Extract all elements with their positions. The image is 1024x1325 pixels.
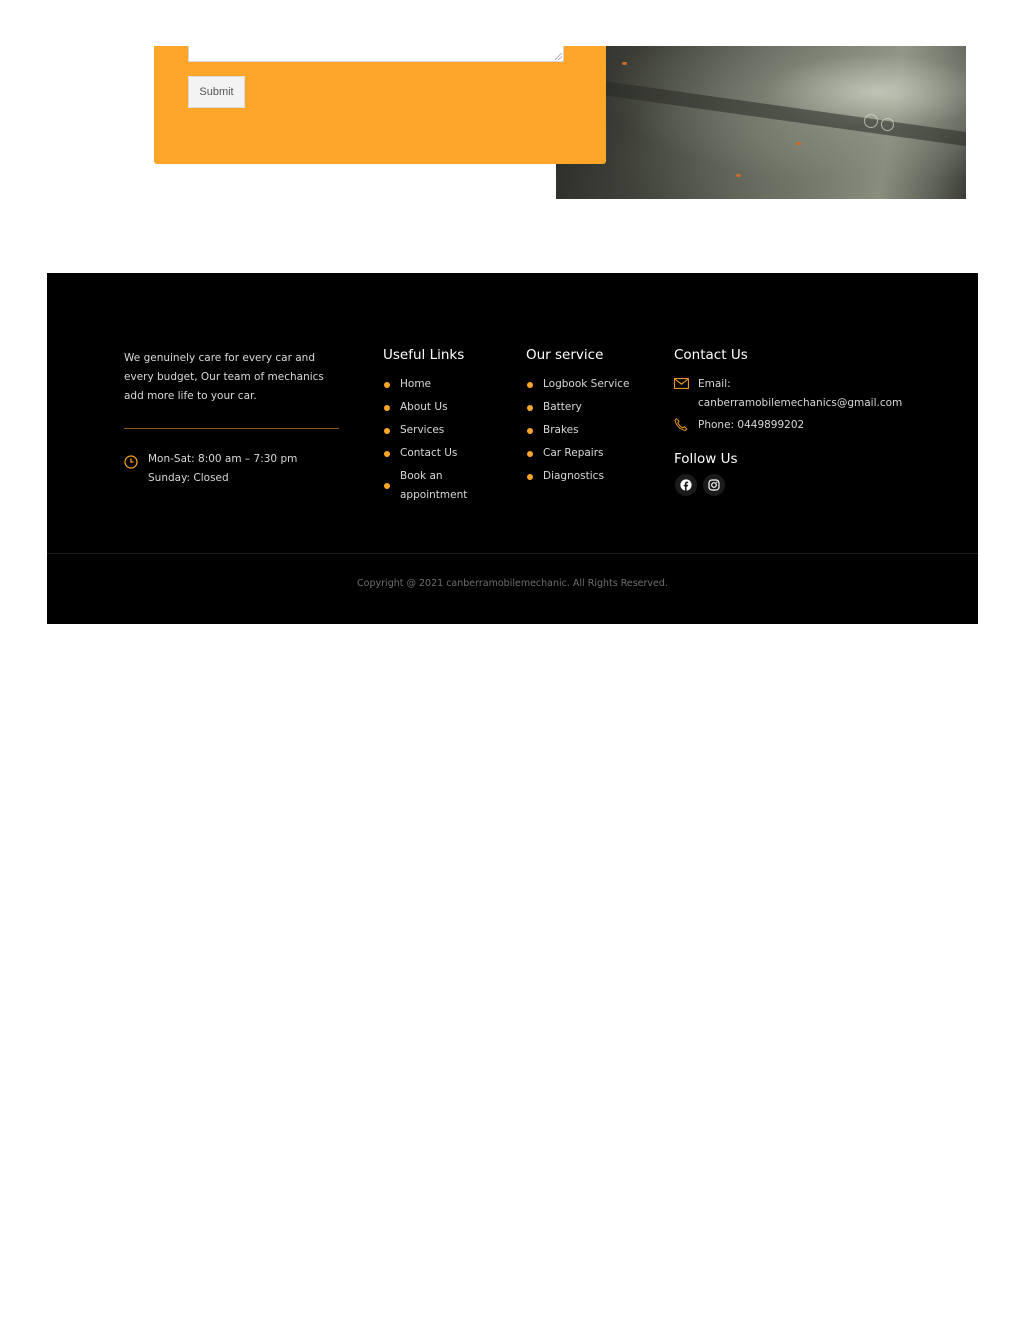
contact-phone[interactable] <box>674 416 934 435</box>
hours-sunday: Sunday: Closed <box>148 472 229 484</box>
footer-link-services[interactable]: Services <box>383 421 493 440</box>
facebook-link[interactable] <box>675 474 697 496</box>
instagram-icon <box>708 479 720 491</box>
copyright-text: Copyright @ 2021 canberramobilemechanic. All Rights Reserved. <box>357 578 668 589</box>
footer-bottom-divider <box>47 553 978 554</box>
bullet-icon <box>384 451 390 457</box>
hero-photo <box>556 46 966 199</box>
bullet-icon <box>527 451 533 457</box>
photo-spark <box>622 62 627 65</box>
photo-ring <box>864 114 878 128</box>
bullet-icon <box>527 405 533 411</box>
contact-us-title: Contact Us <box>674 347 748 363</box>
phone-value[interactable]: Phone: 0449899202 <box>698 419 805 431</box>
service-link-brakes[interactable]: Brakes <box>526 421 656 440</box>
service-link-diagnostics[interactable]: Diagnostics <box>526 467 656 486</box>
bullet-icon <box>527 428 533 434</box>
contact-form-card <box>154 46 606 164</box>
footer-link-home[interactable]: Home <box>383 375 493 394</box>
phone-icon <box>674 418 689 431</box>
photo-spark <box>736 174 741 177</box>
footer-link-contact[interactable]: Contact Us <box>383 444 493 463</box>
bullet-icon <box>384 382 390 388</box>
footer-divider <box>124 428 339 429</box>
useful-links-list <box>383 375 493 509</box>
our-service-list <box>526 375 656 490</box>
photo-spark <box>796 142 801 145</box>
envelope-icon <box>674 377 689 390</box>
message-textarea[interactable] <box>188 46 564 62</box>
resize-grip-icon[interactable] <box>555 53 562 60</box>
footer-link-book[interactable]: Book an appointment <box>383 467 470 505</box>
service-link-battery[interactable]: Battery <box>526 398 656 417</box>
submit-button[interactable]: Submit <box>188 76 245 108</box>
service-link-logbook[interactable]: Logbook Service <box>526 375 656 394</box>
email-label: Email: <box>698 378 731 390</box>
photo-ring <box>881 118 894 131</box>
bullet-icon <box>527 382 533 388</box>
footer-link-about[interactable]: About Us <box>383 398 493 417</box>
hours-weekdays: Mon-Sat: 8:00 am – 7:30 pm <box>148 453 298 465</box>
follow-us-title: Follow Us <box>674 451 738 467</box>
instagram-link[interactable] <box>703 474 725 496</box>
clock-icon <box>124 455 138 469</box>
site-footer <box>47 273 978 624</box>
contact-email[interactable] <box>674 375 934 413</box>
our-service-title: Our service <box>526 347 604 363</box>
bullet-icon <box>384 483 390 489</box>
bullet-icon <box>384 405 390 411</box>
photo-streak <box>556 72 966 150</box>
footer-about-text: We genuinely care for every car and every budget, Our team of mechanics add more life to your car. <box>124 352 324 402</box>
service-link-car-repairs[interactable]: Car Repairs <box>526 444 656 463</box>
bullet-icon <box>527 474 533 480</box>
useful-links-title: Useful Links <box>383 347 465 363</box>
facebook-icon <box>680 479 692 491</box>
email-value[interactable]: canberramobilemechanics@gmail.com <box>698 397 903 409</box>
bullet-icon <box>384 428 390 434</box>
opening-hours <box>124 450 354 488</box>
